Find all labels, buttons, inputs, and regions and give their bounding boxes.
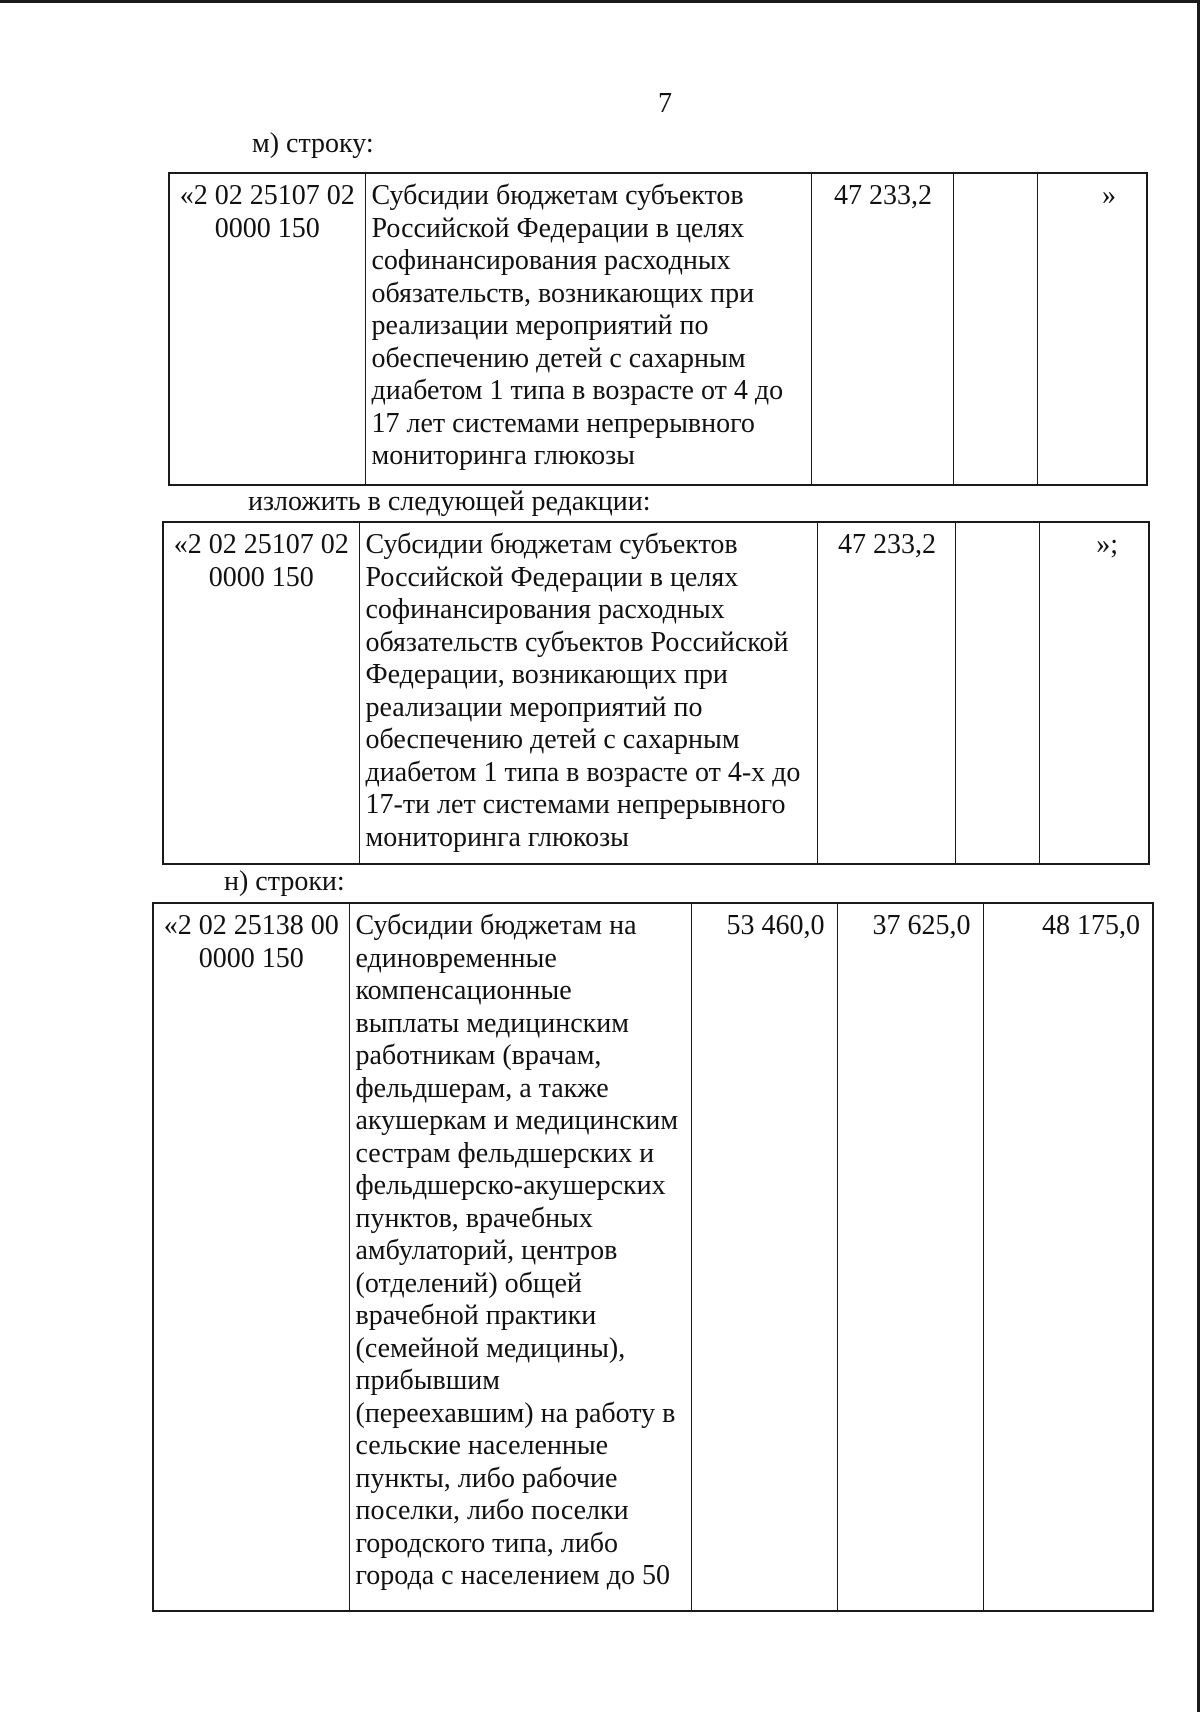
description-cell: Субсидии бюджетам субъектов Российской Федерации в целях софинансирования расходных обязательств, возникающих при реализации мероприятий по обеспечению детей с сахарным диабетом 1 типа в возрасте от 4 до 17 лет системами непрерывного мониторинга глюкозы xyxy=(365,173,811,485)
value-1-cell: 47 233,2 xyxy=(811,173,953,485)
value-3-cell: » xyxy=(1037,173,1147,485)
section-n-label: н) строки: xyxy=(224,866,345,897)
code-cell: «2 02 25107 02 0000 150 xyxy=(163,522,359,864)
code-cell: «2 02 25138 00 0000 150 xyxy=(153,903,349,1611)
description-cell: Субсидии бюджетам на единовременные компенсационные выплаты медицинским работникам (врачам, фельдшерам, а также акушеркам и медицинским сестрам фельдшерских и фельдшерско-акушерских пунктов, врачебных амбулаторий, центров (отделений) общей врачебной практики (семейной медицины), прибывшим (переехавшим) на работу в сельские населенные пункты, либо рабочие поселки, либо поселки городского типа, либо города с населением до 50 xyxy=(349,903,691,1611)
table-row xyxy=(153,903,1153,1611)
value-3-cell: 48 175,0 xyxy=(983,903,1153,1611)
value-1-cell: 53 460,0 xyxy=(691,903,837,1611)
table-row xyxy=(163,522,1149,864)
page-number: 7 xyxy=(658,88,672,119)
description-cell: Субсидии бюджетам субъектов Российской Федерации в целях софинансирования расходных обязательств субъектов Российской Федерации, возникающих при реализации мероприятий по обеспечению детей с сахарным диабетом 1 типа в возрасте от 4-х до 17-ти лет системами непрерывного мониторинга глюкозы xyxy=(359,522,817,864)
value-2-cell xyxy=(953,173,1037,485)
table-n xyxy=(152,902,1154,1612)
scan-edge-top xyxy=(0,0,1200,3)
table-m-original xyxy=(168,172,1148,486)
code-cell: «2 02 25107 02 0000 150 xyxy=(169,173,365,485)
table-m-replacement xyxy=(162,521,1150,865)
value-3-cell: »; xyxy=(1039,522,1149,864)
section-m-label: м) строку: xyxy=(252,128,374,159)
value-2-cell xyxy=(955,522,1039,864)
value-1-cell: 47 233,2 xyxy=(817,522,955,864)
value-2-cell: 37 625,0 xyxy=(837,903,983,1611)
instruction-text: изложить в следующей редакции: xyxy=(248,486,651,517)
table-row xyxy=(169,173,1147,485)
